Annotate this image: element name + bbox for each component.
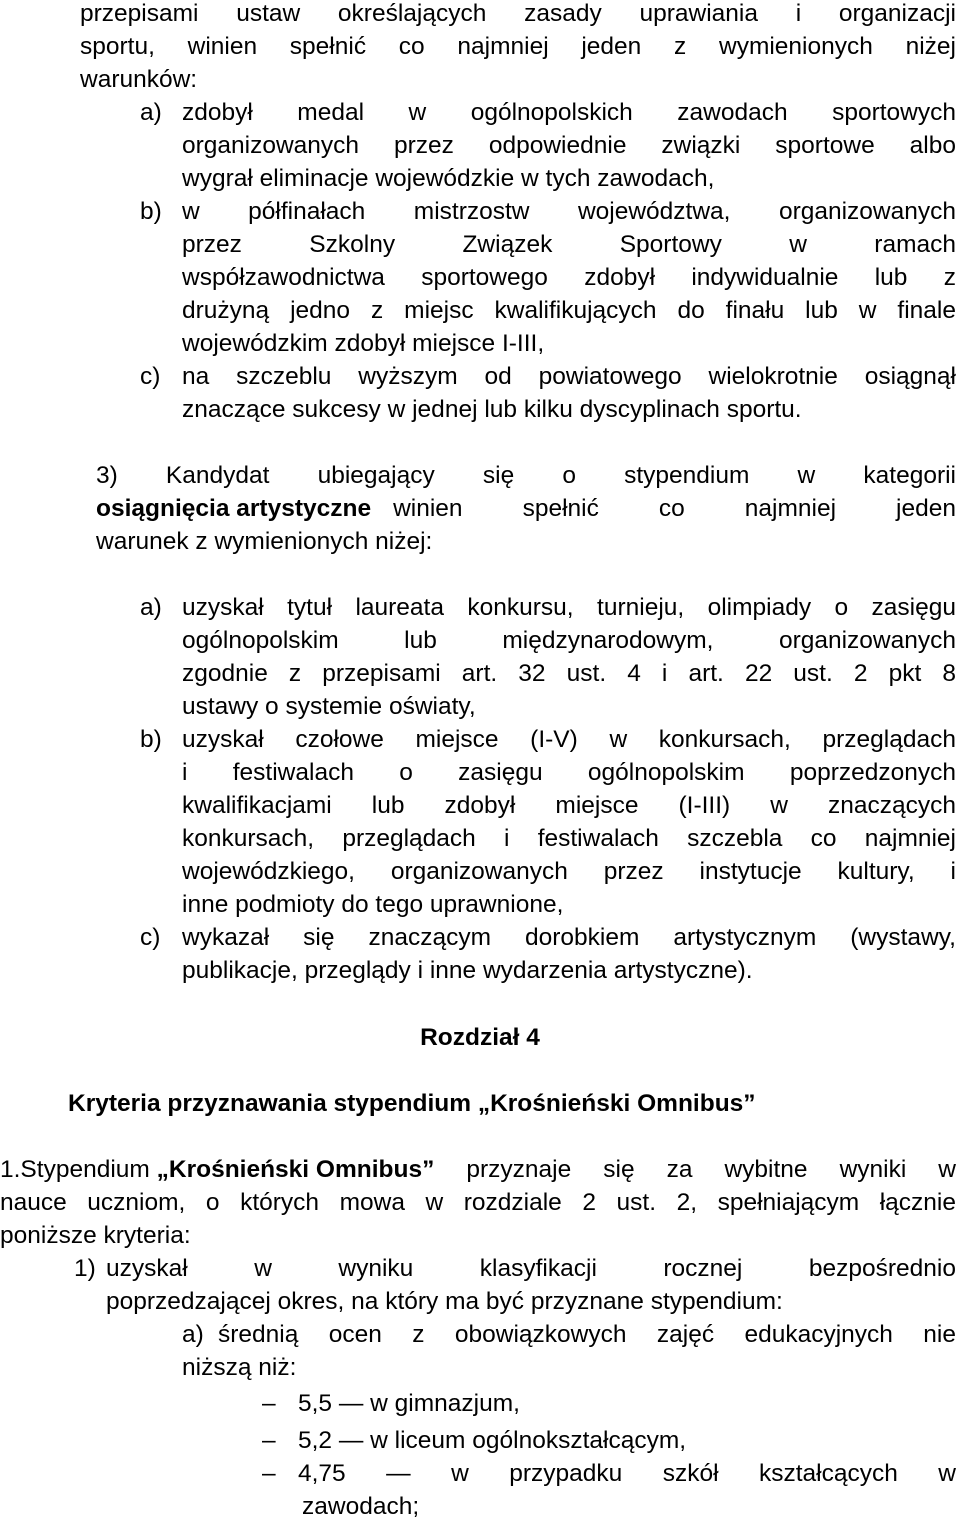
bullet-line: 4,75 — w przypadku szkół kształcących w	[298, 1460, 956, 1487]
bullet-line: zawodach;	[302, 1493, 420, 1520]
list-item-line: wygrał eliminacje wojewódzkie w tych zawodach,	[182, 165, 715, 192]
dash-bullet: –	[262, 1427, 276, 1454]
list-item-line: drużyną jedno z miejsc kwalifikujących do finału lub w finale	[182, 297, 956, 324]
list-item-line: niższą niż:	[182, 1354, 297, 1381]
list-item-line: uzyskał w wyniku klasyfikacji rocznej bezpośrednio	[106, 1255, 956, 1282]
text-line	[96, 492, 956, 525]
list-item-line: przez Szkolny Związek Sportowy w ramach	[182, 231, 956, 258]
list-label: 1)	[74, 1255, 96, 1282]
bold-term: osiągnięcia artystyczne	[96, 495, 372, 522]
dash-bullet: –	[262, 1460, 276, 1487]
bold-term: „Krośnieński Omnibus”	[156, 1156, 435, 1183]
bullet-line: 5,5 — w gimnazjum,	[298, 1390, 520, 1417]
list-item-line: uzyskał czołowe miejsce (I-V) w konkursach, przeglądach	[182, 726, 956, 753]
list-item-line: publikacje, przeglądy i inne wydarzenia artystyczne).	[182, 957, 753, 984]
dash-bullet: –	[262, 1390, 276, 1417]
list-label: c)	[140, 363, 161, 390]
list-item-line: współzawodnictwa sportowego zdobył indywidualnie lub z	[182, 264, 956, 291]
list-label: c)	[140, 924, 161, 951]
list-item-line: zgodnie z przepisami art. 32 ust. 4 i art. 22 ust. 2 pkt 8	[182, 660, 956, 687]
list-item-line: inne podmioty do tego uprawnione,	[182, 891, 564, 918]
list-label: a)	[140, 594, 162, 621]
list-item-line: zdobył medal w ogólnopolskich zawodach sportowych	[182, 99, 956, 126]
list-label: b)	[140, 198, 162, 225]
text-line	[0, 1153, 956, 1186]
list-item-line: ustawy o systemie oświaty,	[182, 693, 476, 720]
list-item-line: średnią ocen z obowiązkowych zajęć edukacyjnych nie	[218, 1321, 956, 1348]
text-fragment: przyznaje się za wybitne wyniki w	[434, 1156, 956, 1183]
text-fragment: 1.Stypendium	[0, 1156, 157, 1183]
list-item-line: ogólnopolskim lub międzynarodowym, organizowanych	[182, 627, 956, 654]
list-item-line: w półfinałach mistrzostw województwa, organizowanych	[182, 198, 956, 225]
chapter-title: Rozdział 4	[420, 1024, 540, 1051]
list-item-line: wojewódzkiego, organizowanych przez instytucje kultury, i	[182, 858, 956, 885]
text-fragment: winien spełnić co najmniej jeden	[393, 495, 956, 522]
list-item-line: konkursach, przeglądach i festiwalach szczebla co najmniej	[182, 825, 956, 852]
list-item-line: poprzedzającej okres, na który ma być przyznane stypendium:	[106, 1288, 783, 1315]
list-item-line: wykazał się znaczącym dorobkiem artystycznym (wystawy,	[182, 924, 956, 951]
list-label: b)	[140, 726, 162, 753]
list-item-line: organizowanych przez odpowiednie związki sportowe albo	[182, 132, 956, 159]
bullet-line: 5,2 — w liceum ogólnokształcącym,	[298, 1427, 687, 1454]
text-line: sportu, winien spełnić co najmniej jeden z wymienionych niżej	[80, 33, 956, 60]
list-item-line: wojewódzkim zdobył miejsce I-III,	[182, 330, 545, 357]
text-line: warunków:	[80, 66, 198, 93]
list-item-line: na szczeblu wyższym od powiatowego wielokrotnie osiągnął	[182, 363, 956, 390]
list-label: a)	[182, 1321, 204, 1348]
text-line: przepisami ustaw określających zasady uprawiania i organizacji	[80, 0, 956, 27]
list-item-line: kwalifikacjami lub zdobył miejsce (I-III) w znaczących	[182, 792, 956, 819]
text-line: poniższe kryteria:	[0, 1222, 191, 1249]
list-label: a)	[140, 99, 162, 126]
text-line: 3) Kandydat ubiegający się o stypendium w kategorii	[96, 462, 956, 489]
text-line: warunek z wymienionych niżej:	[96, 528, 433, 555]
text-line: nauce uczniom, o których mowa w rozdziale 2 ust. 2, spełniającym łącznie	[0, 1189, 956, 1216]
list-item-line: znaczące sukcesy w jednej lub kilku dyscyplinach sportu.	[182, 396, 802, 423]
list-item-line: i festiwalach o zasięgu ogólnopolskim poprzedzonych	[182, 759, 956, 786]
chapter-subtitle: Kryteria przyznawania stypendium „Krośnieński Omnibus”	[68, 1090, 756, 1117]
list-item-line: uzyskał tytuł laureata konkursu, turnieju, olimpiady o zasięgu	[182, 594, 956, 621]
